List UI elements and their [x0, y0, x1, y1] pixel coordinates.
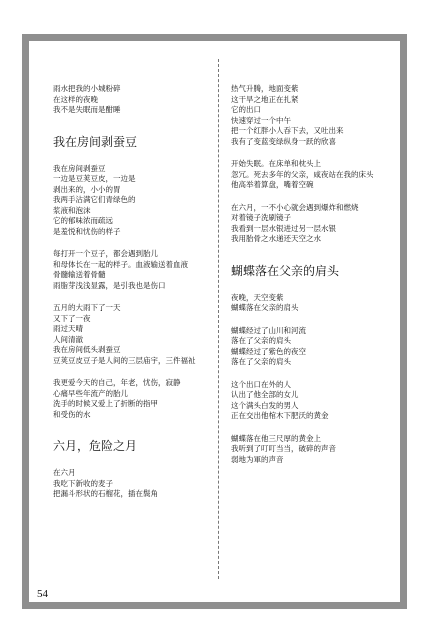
poem-line: 在六月: [53, 468, 76, 477]
poem-line: 蝴蝶落在他三尺厚的黄金上: [231, 433, 321, 443]
poem-line: 我吃下新收的麦子: [53, 478, 113, 488]
poem-line: 它的出口: [231, 105, 261, 114]
poem-line: 我在房间剥蚕豆: [53, 163, 106, 173]
poem-line: 我在房间低头剥蚕豆: [53, 345, 121, 354]
poem-line: 落在了父亲的肩头: [231, 336, 291, 345]
stanza-break: [231, 147, 396, 159]
right-column: [231, 84, 396, 465]
poem-line: 心痛早些年流产的胎儿: [53, 388, 128, 398]
stanza-break: [53, 366, 213, 378]
poem-line: 蝴蝶经过了山川和河流: [231, 325, 306, 335]
poem-line: 快速穿过一个中午: [231, 115, 291, 125]
page-frame: [22, 34, 407, 609]
poem-line: 我有了变蓝变绿纵身一跃的欣喜: [231, 136, 336, 146]
poem-line: 这个出口在外的人: [231, 379, 291, 389]
poem-line: 这个满头白发的男人: [231, 400, 299, 410]
poem-line: 开始失眠。在床单和枕头上: [231, 159, 321, 168]
stanza-break: [231, 314, 396, 326]
poem-line: 雨水把我的小城粉碎: [53, 84, 121, 93]
poem-line: 和受伤的水: [53, 409, 91, 419]
poem-line: 人间清澈: [53, 334, 83, 344]
poem-line: 我看到一层水银进过另一层水银: [231, 223, 336, 233]
poem-line: 又下了一夜: [53, 313, 91, 323]
poem-line: 把一个红胖小人吞下去，又吐出来: [231, 126, 344, 135]
poem-line: 我用胎骨之水递还天空之水: [231, 234, 321, 243]
stanza-break: [53, 291, 213, 303]
poem-line: 洗手的时候又爱上了折断的指甲: [53, 399, 158, 408]
poem-line: 热气升腾，地面变紫: [231, 84, 299, 93]
poem-line: 落在了父亲的肩头: [231, 357, 291, 366]
poem-title: 我在房间剥蚕豆: [53, 134, 138, 149]
poem-line: 雨脂芽浅浅显露，是引我也是伤口: [53, 280, 166, 290]
stanza-break: [53, 237, 213, 249]
poem-line: 这干旱之地正在扎紧: [231, 94, 299, 104]
stanza-break: [231, 191, 396, 203]
left-column: [53, 84, 213, 500]
poem-line: 雨过天晴: [53, 324, 83, 333]
poem-line: 他高举着算盘，嘴着空碗: [231, 180, 314, 189]
page-number: 54: [37, 588, 48, 600]
poem-line: 每打开一个豆子，都会遇到胎儿: [53, 249, 158, 258]
poem-line: 我不是失眠而是酣睡: [53, 105, 121, 114]
column-divider: [218, 59, 219, 579]
poem-line: 我听到了叮叮当当，破碎的声音: [231, 444, 336, 453]
poem-line: 忽冗。死去多年的父亲，咸夜站在我的床头: [231, 169, 374, 179]
poem-line: 把漏斗形状的石榴花，插在鬓角: [53, 489, 158, 498]
stanza-break: [231, 368, 396, 380]
poem-title: 蝴蝶落在父亲的肩头: [231, 263, 340, 278]
poem-line: 一边是豆荚豆皮，一边是: [53, 174, 136, 183]
poem-line: 是羞悦和忧伤的样子: [53, 226, 121, 236]
poem-line: 我两手沾满它们青绿色的: [53, 195, 136, 204]
poem-line: 夜晚，天空变紫: [231, 292, 284, 302]
poem-line: 在这样的夜晚: [53, 94, 98, 104]
poem-line: 豆荚豆皮豆子是人间的三层庙宇，三件福祉: [53, 355, 196, 365]
poem-line: 它的郁味浓而疏远: [53, 216, 113, 225]
poem-line: 对着镜子洗刷镜子: [231, 213, 291, 222]
poem-line: 正在交出他棺木下肥沃的黄金: [231, 411, 329, 420]
poem-line: 浆液和泡沫: [53, 205, 91, 215]
poem-title: 六月，危险之月: [53, 439, 138, 453]
stanza-break: [231, 422, 396, 434]
poem-line: 五月的大雨下了一天: [53, 303, 121, 312]
poem-line: 和母体长在一起的样子。血液输送着血液: [53, 259, 188, 269]
poem-line: 弱地为軍的声音: [231, 454, 284, 464]
poem-line: 在六月，一不小心就会遇到爆炸和燃烧: [231, 202, 359, 212]
poem-line: 蝴蝶落在父亲的肩头: [231, 303, 299, 312]
poem-line: 认出了他全部的女儿: [231, 390, 299, 399]
poem-line: 剥出来的，小小的胃: [53, 184, 121, 194]
poem-line: 蝴蝶经过了紫色的夜空: [231, 346, 306, 356]
poem-line: 我更爱今天的自己，年老，忧伤，寂静: [53, 378, 181, 387]
poem-line: 骨髓输送着骨髓: [53, 270, 106, 279]
